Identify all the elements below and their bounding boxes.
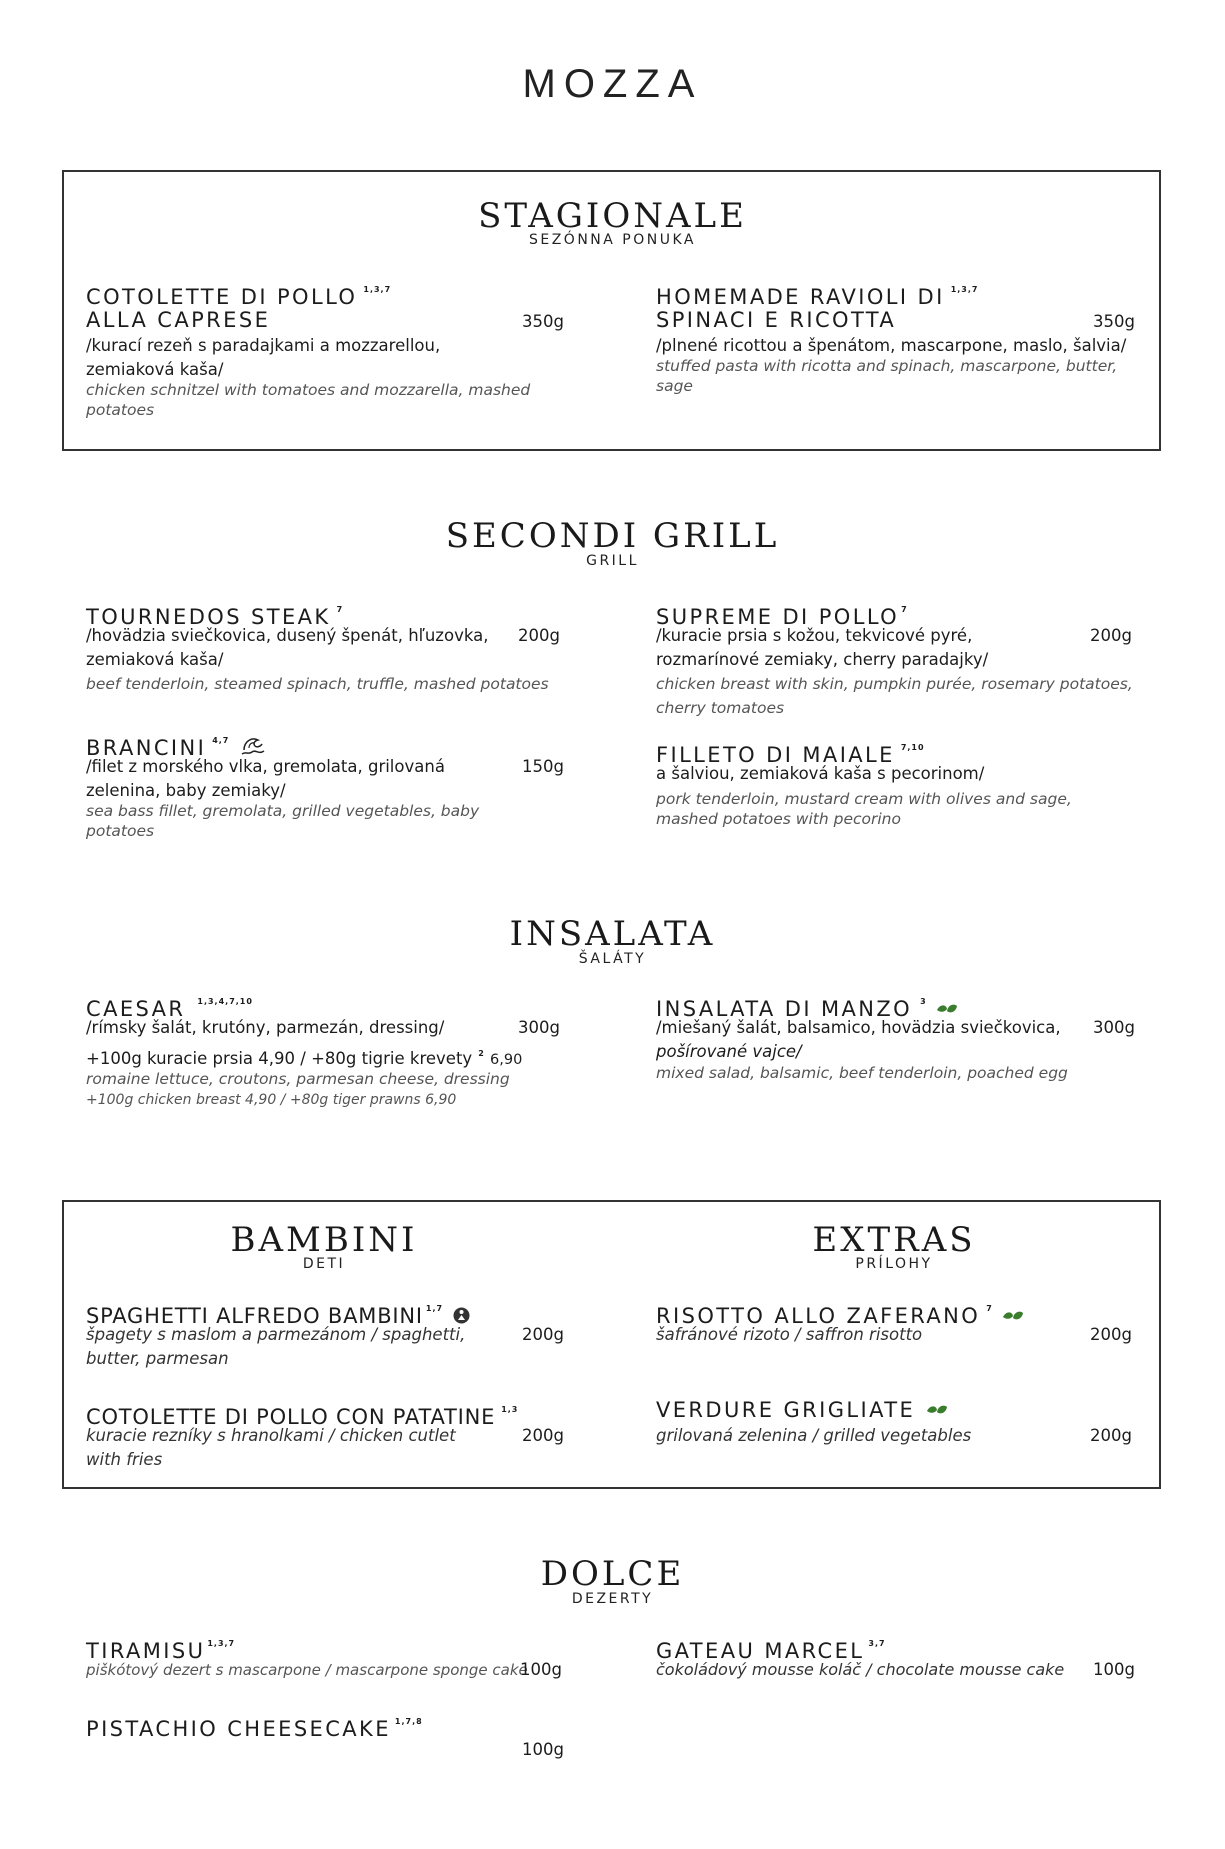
menu-item-name: BRANCINI $^{4,7}$ [86,727,268,764]
item-weight: 100g [520,1660,562,1679]
item-english: chicken breast with skin, pumpkin purée, rosemary potatoes, cherry tomatoes [656,675,1133,717]
item-english: romaine lettuce, croutons, parmesan cheese, dressing [86,1070,510,1088]
item-weight: 300g [518,1018,560,1037]
item-description: /kuracie prsia s kožou, tekvicové pyré, rozmarínové zemiaky, cherry paradajky/ [656,626,989,669]
secondi-subtitle: GRILL [586,553,639,569]
item-weight: 150g [522,757,564,776]
allergen-codes: 1,3,7 [950,285,979,294]
item-weight: 200g [1090,1325,1132,1344]
stagionale-title: STAGIONALE [478,196,747,236]
item-english-extra: +100g chicken breast 4,90 / +80g tiger prawns 6,90 [86,1092,457,1108]
item-weight: 200g [522,1325,564,1344]
menu-item-name: RISOTTO ALLO ZAFERANO $^7$ [656,1295,1024,1331]
item-weight: 200g [1090,626,1132,645]
item-weight: 200g [522,1426,564,1445]
menu-item-name: FILLETO DI MAIALE $^{7,10}$ [656,743,925,767]
allergen-codes: 7,10 [900,743,925,752]
item-english: šafránové rizoto / saffron risotto [656,1325,923,1344]
menu-item-name: SPINACI E RICOTTA [656,308,897,332]
item-description: /miešaný šalát, balsamico, hovädzia sviečkovica, [656,1018,1061,1037]
menu-item-name: COTOLETTE DI POLLO CON PATATINE $^{1,3}$ [86,1405,519,1429]
item-weight: 200g [518,626,560,645]
item-weight: 350g [1093,312,1135,331]
bambini-subtitle: DETI [302,1256,346,1272]
item-weight: 350g [522,312,564,331]
allergen-codes: 1,3,4,7,10 [197,997,253,1006]
menu-item-name: PISTACHIO CHEESECAKE $^{1,7,8}$ [86,1717,423,1741]
allergen-codes: 3,7 [868,1639,886,1648]
item-english: chicken schnitzel with tomatoes and mozzarella, mashed potatoes [86,381,531,419]
item-english: beef tenderloin, steamed spinach, truffle, mashed potatoes [86,675,549,693]
allergen-codes: 1,3,7 [363,285,392,294]
item-english: stuffed pasta with ricotta and spinach, mascarpone, butter, sage [656,357,1118,395]
item-description: a šalviou, zemiaková kaša s pecorinom/ [656,764,985,783]
item-english: špagety s maslom a parmezánom / spaghetti, butter, parmesan [86,1325,466,1368]
stagionale-subtitle: SEZÓNNA PONUKA [528,232,696,248]
allergen-codes: 1,3,7 [207,1639,236,1648]
insalata-title: INSALATA [509,914,716,954]
secondi-title: SECONDI GRILL [445,516,780,556]
brand-title: MOZZA [522,62,703,106]
item-english: mixed salad, balsamic, beef tenderloin, poached egg [656,1064,1068,1082]
menu-item-name: SUPREME DI POLLO $^7$ [656,605,908,629]
menu-item-name: GATEAU MARCEL $^{3,7}$ [656,1639,886,1663]
item-english: piškótový dezert s mascarpone / mascarpone sponge cake [86,1661,528,1679]
menu-item-name: CAESAR $^{1,3,4,7,10}$ [86,997,253,1021]
menu-item-name: TIRAMISU $^{1,3,7}$ [86,1639,236,1663]
item-description: /plnené ricottou a špenátom, mascarpone, maslo, šalvia/ [656,336,1127,355]
leaf-icon [926,1397,948,1425]
menu-item-name: VERDURE GRIGLIATE [656,1396,948,1425]
item-weight: 200g [1090,1426,1132,1445]
menu-item-name: COTOLETTE DI POLLO $^{1,3,7}$ [86,285,392,309]
item-english: grilovaná zelenina / grilled vegetables [656,1426,972,1445]
allergen-codes: 1,7 [425,1304,444,1313]
item-description: /kurací rezeň s paradajkami a mozzarellou, zemiaková kaša/ [86,336,441,379]
allergen-codes: 3 [920,997,927,1006]
menu-item-name: INSALATA DI MANZO $^3$ [656,988,958,1024]
dolce-title: DOLCE [540,1554,685,1594]
menu-item-name: TOURNEDOS STEAK $^7$ [86,605,344,629]
extras-title: EXTRAS [812,1220,976,1260]
item-description: /rímsky šalát, krutóny, parmezán, dressing/ [86,1018,445,1037]
extras-subtitle: PRÍLOHY [855,1256,933,1272]
item-description: /filet z morského vlka, gremolata, grilovaná zelenina, baby zemiaky/ [86,757,445,800]
allergen-codes: 1,7,8 [394,1717,423,1726]
allergen-codes: 4,7 [212,736,230,745]
allergen-codes: 7 [336,605,344,614]
allergen-codes: 1,3 [501,1405,519,1414]
menu-item-name: HOMEMADE RAVIOLI DI $^{1,3,7}$ [656,285,979,309]
allergen-codes: 2 [478,1049,485,1058]
allergen-codes: 7 [901,605,908,614]
item-description-italic: pošírované vajce/ [656,1042,802,1061]
menu-item-name: ALLA CAPRESE [86,308,271,332]
item-weight: 100g [1093,1660,1135,1679]
item-english: kuracie rezníky s hranolkami / chicken cutlet with fries [86,1426,456,1469]
item-english: čokoládový mousse koláč / chocolate mousse cake [656,1660,1065,1679]
item-extra: +100g kuracie prsia 4,90 / +80g tigrie krevety $^2$ 6,90 [86,1049,523,1068]
allergen-codes: 7 [986,1304,993,1313]
dolce-subtitle: DEZERTY [571,1591,654,1607]
bambini-title: BAMBINI [230,1220,418,1260]
insalata-subtitle: ŠALÁTY [578,951,647,967]
item-weight: 100g [522,1740,564,1759]
item-english: pork tenderloin, mustard cream with olives and sage, mashed potatoes with pecorino [656,790,1072,828]
item-english: sea bass fillet, gremolata, grilled vegetables, baby potatoes [86,802,480,840]
item-weight: 300g [1093,1018,1135,1037]
item-description: /hovädzia sviečkovica, dusený špenát, hľuzovka, zemiaková kaša/ [86,626,489,669]
menu-item-name: SPAGHETTI ALFREDO BAMBINI $^{1,7}$ [86,1295,470,1331]
